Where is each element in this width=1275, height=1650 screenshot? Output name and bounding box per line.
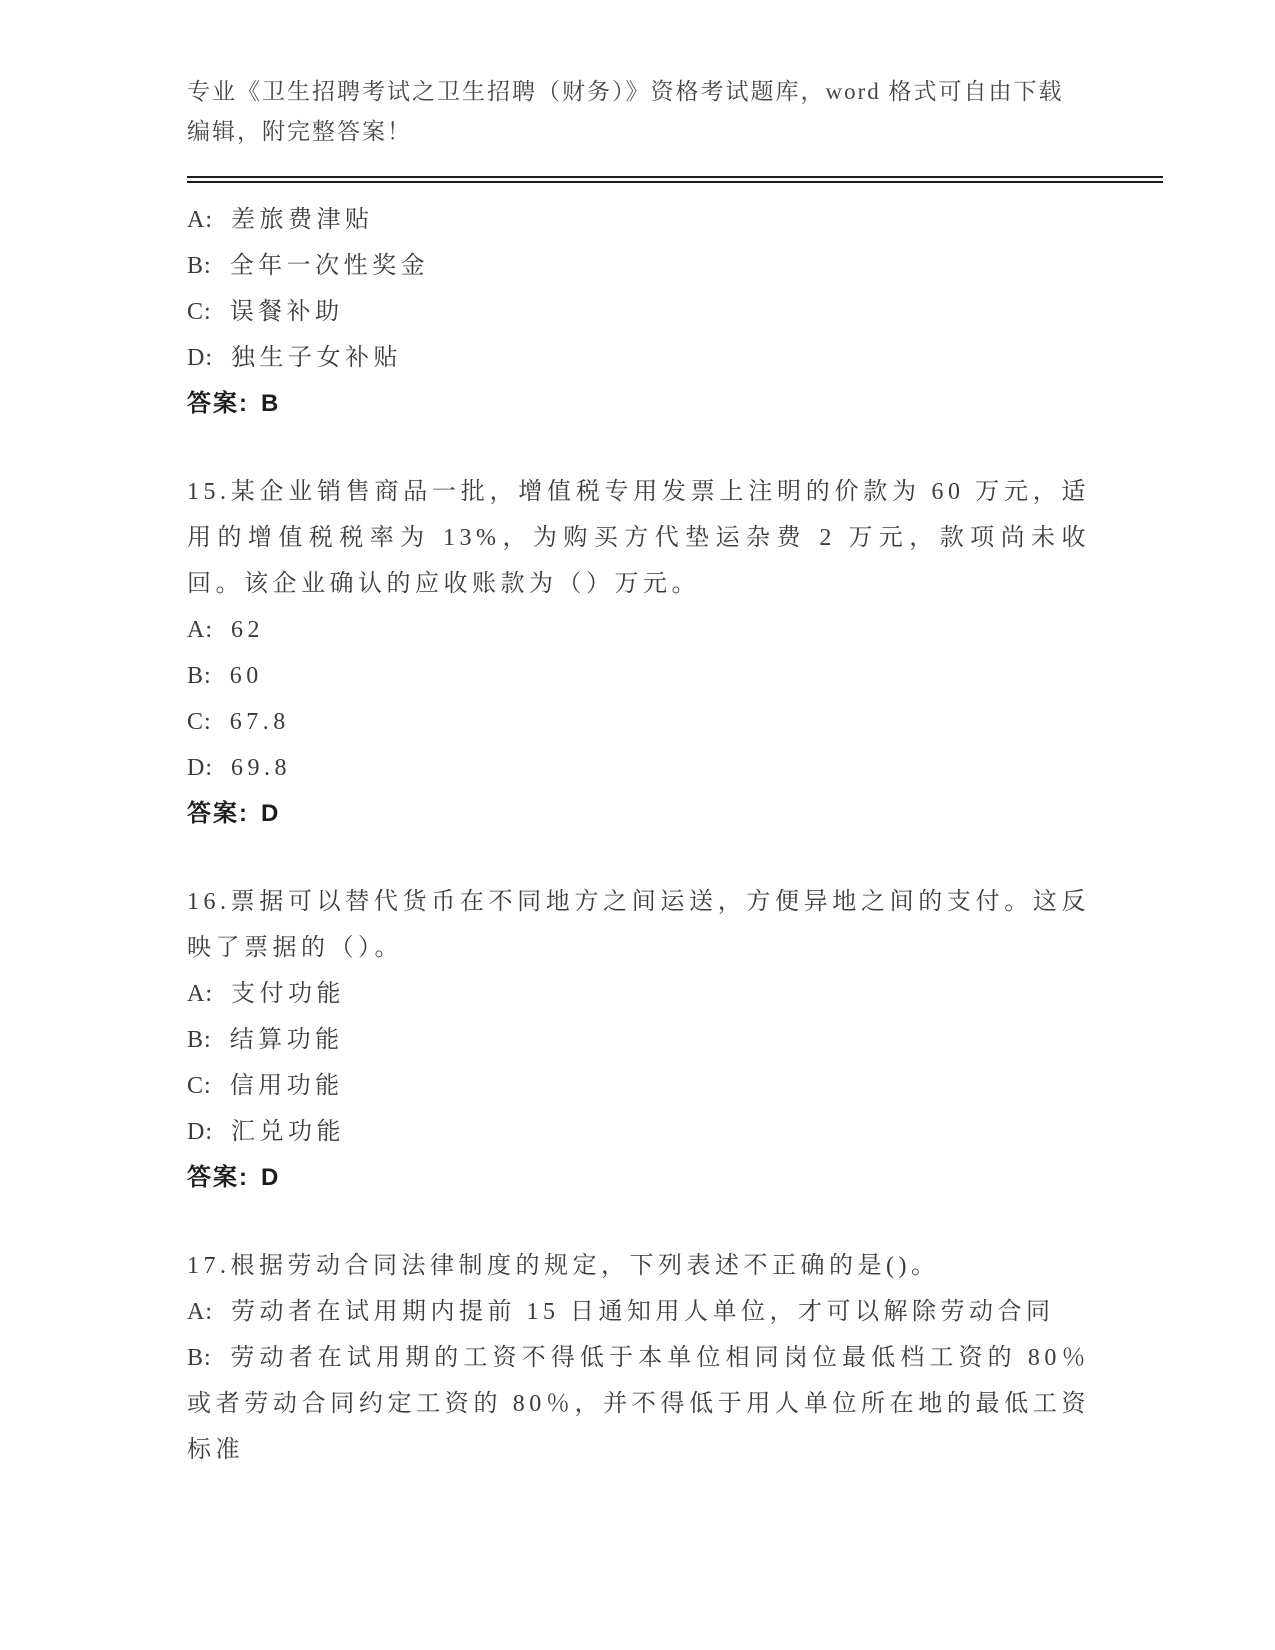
question-block-14	[187, 197, 1090, 427]
question-block-17	[187, 1243, 1090, 1473]
option-text: 汇兑功能	[231, 1119, 345, 1145]
option-label: B:	[187, 253, 212, 279]
option-row-a	[187, 197, 1090, 243]
option-text: 全年一次性奖金	[229, 253, 430, 279]
document-page	[187, 72, 1090, 1473]
header-separator-rule	[187, 176, 1163, 183]
option-label: A:	[187, 1299, 213, 1325]
question-text: 16.票据可以替代货币在不同地方之间运送，方便异地之间的支付。这反映了票据的（）。	[187, 889, 1090, 961]
option-row-b	[187, 1335, 1090, 1473]
option-row-b	[187, 653, 1090, 699]
option-label: B:	[187, 1027, 212, 1053]
option-label: A:	[187, 617, 213, 643]
answer-row	[187, 791, 1090, 837]
answer-value: D	[261, 800, 281, 827]
option-label: A:	[187, 207, 213, 233]
option-text: 信用功能	[229, 1073, 344, 1099]
option-row-c	[187, 289, 1090, 335]
option-text: 劳动者在试用期的工资不得低于本单位相同岗位最低档工资的 80％或者劳动合同约定工资的 80％，并不得低于用人单位所在地的最低工资标准	[187, 1345, 1090, 1463]
option-row-a	[187, 607, 1090, 653]
answer-label: 答案:	[187, 1164, 249, 1191]
option-row-d	[187, 1109, 1090, 1155]
answer-label: 答案:	[187, 800, 249, 827]
option-text: 67.8	[229, 709, 290, 735]
option-label: D:	[187, 1119, 213, 1145]
question-block-15	[187, 469, 1090, 837]
option-row-c	[187, 1063, 1090, 1109]
question-text: 17.根据劳动合同法律制度的规定，下列表述不正确的是()。	[187, 1253, 940, 1279]
option-label: C:	[187, 299, 212, 325]
option-label: A:	[187, 981, 213, 1007]
answer-row	[187, 1155, 1090, 1201]
question-text: 15.某企业销售商品一批，增值税专用发票上注明的价款为 60 万元，适用的增值税税率为 13%，为购买方代垫运杂费 2 万元，款项尚未收回。该企业确认的应收账款为（）万元。	[187, 479, 1090, 597]
option-label: C:	[187, 1073, 212, 1099]
option-text: 差旅费津贴	[231, 207, 374, 233]
answer-value: B	[261, 390, 281, 417]
option-text: 支付功能	[231, 981, 345, 1007]
answer-row	[187, 381, 1090, 427]
option-row-b	[187, 243, 1090, 289]
option-text: 劳动者在试用期内提前 15 日通知用人单位，才可以解除劳动合同	[231, 1299, 1055, 1325]
option-row-d	[187, 745, 1090, 791]
option-label: D:	[187, 755, 213, 781]
option-text: 62	[231, 617, 264, 643]
option-row-b	[187, 1017, 1090, 1063]
option-text: 60	[229, 663, 263, 689]
option-label: B:	[187, 663, 212, 689]
answer-label: 答案:	[187, 390, 249, 417]
question-block-16	[187, 879, 1090, 1201]
option-label: B:	[187, 1345, 212, 1371]
option-label: D:	[187, 345, 213, 371]
option-text: 误餐补助	[229, 299, 344, 325]
option-row-a	[187, 971, 1090, 1017]
option-label: C:	[187, 709, 212, 735]
option-text: 69.8	[231, 755, 291, 781]
option-row-c	[187, 699, 1090, 745]
option-text: 结算功能	[229, 1027, 344, 1053]
answer-value: D	[261, 1164, 281, 1191]
option-row-d	[187, 335, 1090, 381]
document-header: 专业《卫生招聘考试之卫生招聘（财务）》资格考试题库，word 格式可自由下载编辑，附完整答案！	[187, 79, 1064, 144]
option-row-a	[187, 1289, 1090, 1335]
option-text: 独生子女补贴	[231, 345, 402, 371]
